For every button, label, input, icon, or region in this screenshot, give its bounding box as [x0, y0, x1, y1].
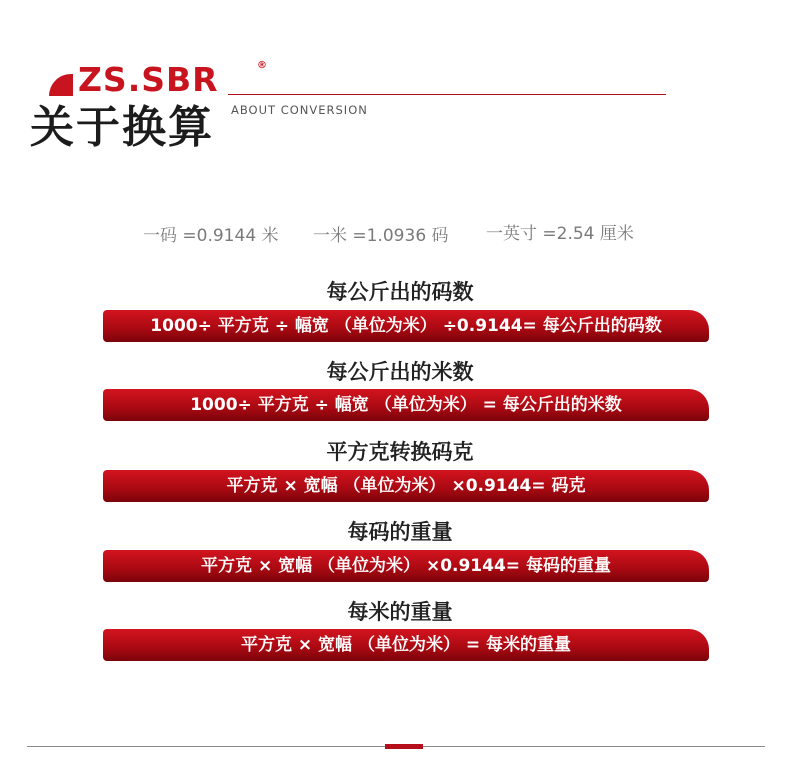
formula-bar: 平方克 × 宽幅 （单位为米） = 每米的重量 [103, 629, 709, 661]
formula-bar: 1000÷ 平方克 ÷ 幅宽 （单位为米） ÷0.9144= 每公斤出的码数 [103, 310, 709, 342]
footer-accent [385, 744, 423, 749]
conversion-yard-meter: 一码 =0.9144 米 [143, 226, 279, 246]
page-title: 关于换算 [30, 102, 214, 153]
registered-mark: ® [257, 60, 267, 71]
section-heading: 每公斤出的码数 [326, 280, 474, 304]
section-heading: 每公斤出的米数 [326, 360, 474, 384]
conversion-row [0, 224, 800, 248]
formula-bar: 平方克 × 宽幅 （单位为米） ×0.9144= 码克 [103, 470, 709, 502]
conversion-meter-yard: 一米 =1.0936 码 [313, 226, 449, 246]
title-divider [228, 94, 666, 95]
section-heading: 每码的重量 [347, 520, 453, 544]
logo-mark-icon [49, 74, 73, 96]
section-heading: 每米的重量 [347, 600, 453, 624]
page-subtitle: ABOUT CONVERSION [231, 103, 368, 117]
formula-bar: 1000÷ 平方克 ÷ 幅宽 （单位为米） = 每公斤出的米数 [103, 389, 709, 421]
formula-bar: 平方克 × 宽幅 （单位为米） ×0.9144= 每码的重量 [103, 550, 709, 582]
conversion-inch-cm: 一英寸 =2.54 厘米 [486, 224, 634, 244]
section-heading: 平方克转换码克 [326, 440, 474, 464]
logo-text: ZS.SBR [78, 60, 219, 99]
